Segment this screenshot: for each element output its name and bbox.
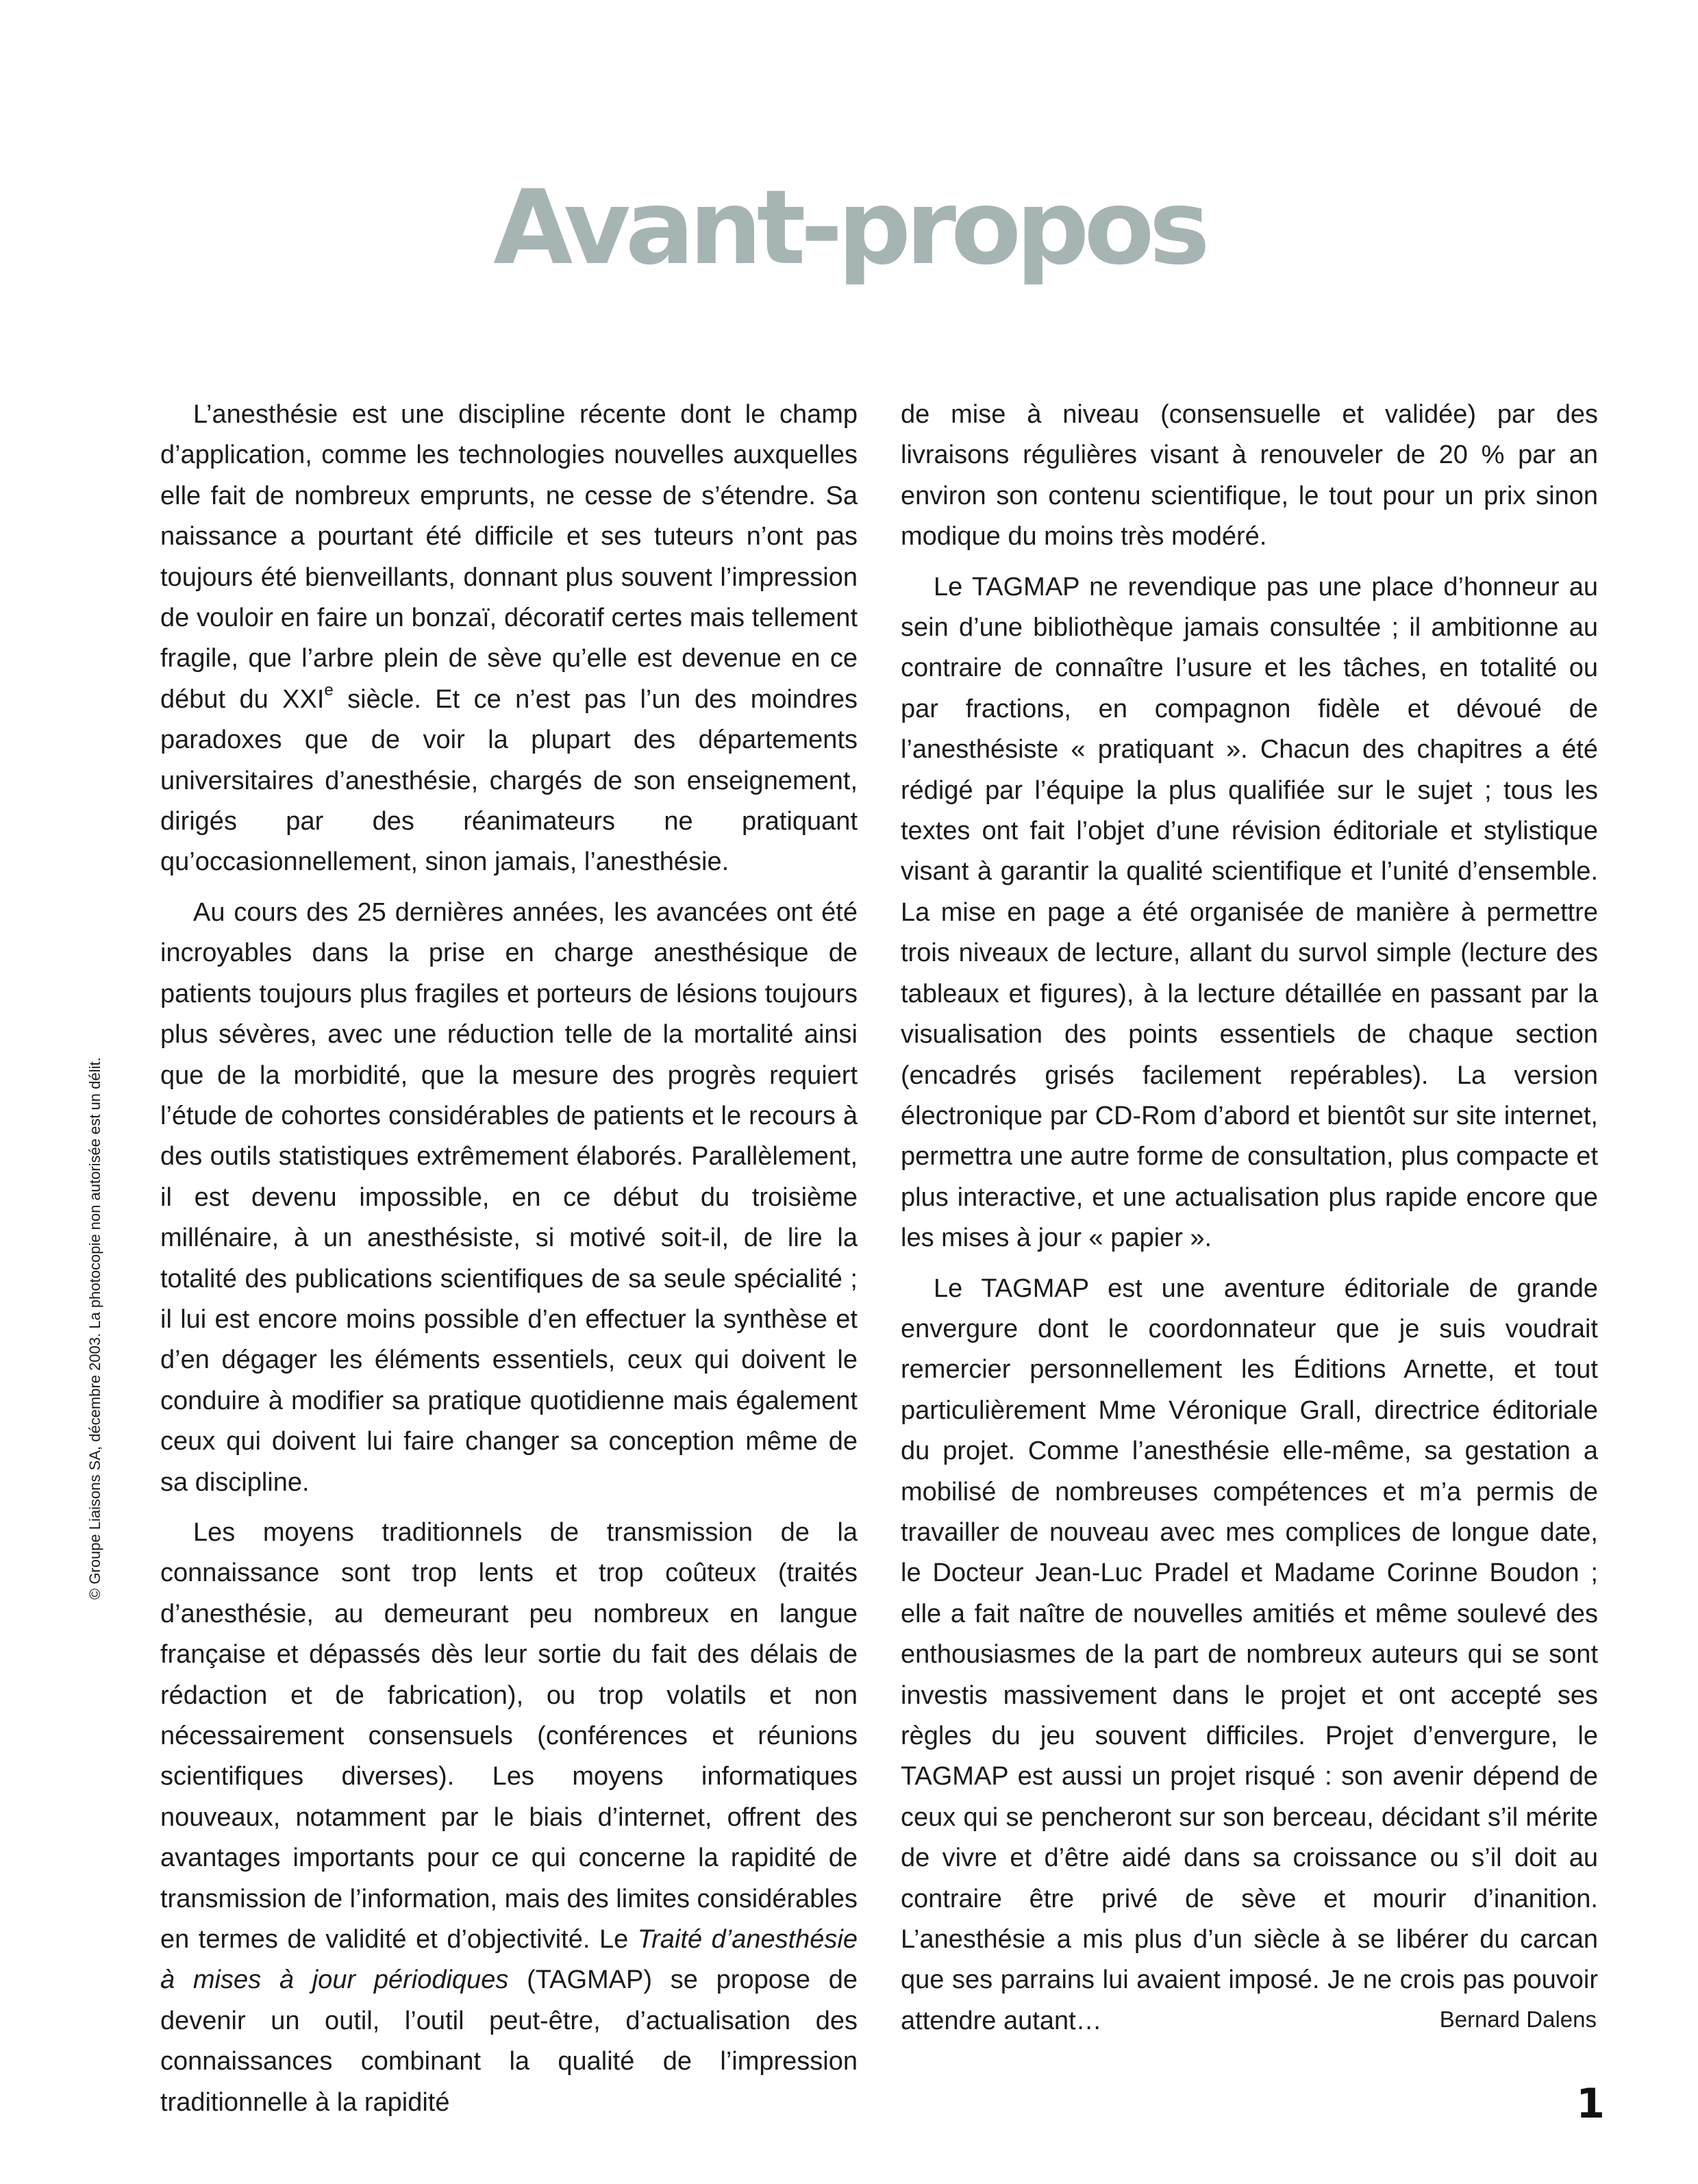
paragraph-4: Le TAGMAP ne revendique pas une place d’honneur au sein d’une bibliothèque jamais consultée ; il ambitionne au contraire de connaître l’usure et les tâches, en totalité ou par fractions, en compagnon fidèle et dévoué de l’anesthésiste « pratiquant ». Chacun des chapitres a été rédigé par l’équipe la plus qualifiée sur le sujet ; tous les textes ont fait l’objet d’une révision éditoriale et stylistique visant à garantir la qualité scientifique et l’unité d’ensemble. La mise en page a été organisée de manière à permettre trois niveaux de lecture, allant du survol simple (lecture des tableaux et figures), à la lecture détaillée en passant par la visualisation des points essentiels de chaque section (encadrés grisés facilement repérables). La version électronique par CD-Rom d’abord et bientôt sur site internet, permettra une autre forme de consultation, plus compacte et plus interactive, et une actualisation plus rapide encore que les mises à jour « papier ». (901, 572, 1598, 1253)
left-column (160, 395, 858, 2123)
page-title: Avant-propos (493, 169, 1205, 288)
paragraph-2: Au cours des 25 dernières années, les avancées ont été incroyables dans la prise en charge anesthésique de patients toujours plus fragiles et porteurs de lésions toujours plus sévères, avec une réduction telle de la mortalité ainsi que de la morbidité, que la mesure des progrès requiert l’étude de cohortes considérables de patients et le recours à des outils statistiques extrêmement élaborés. Parallèlement, il est devenu impossible, en ce début du troisième millénaire, à un anesthésiste, si motivé soit-il, de lire la totalité des publications scientifiques de sa seule spécialité ; il lui est encore moins possible d’en effectuer la synthèse et d’en dégager les éléments essentiels, ceux qui doivent le conduire à modifier sa pratique quotidienne mais également ceux qui doivent lui faire changer sa conception même de sa discipline. (160, 897, 858, 1497)
paragraph-3-text-b: (TAGMAP) se propose de devenir un outil, l’outil peut-être, d’actualisation des connaissances combinant la qualité de l’impression traditionnelle à la rapidité (160, 1965, 858, 2117)
treatise-title-italic: Traité d’anesthésie à mises à jour périodiques (160, 1925, 858, 1995)
page-number: 1 (1576, 2080, 1605, 2128)
author-signature: Bernard Dalens (1439, 2007, 1597, 2032)
copyright-note: © Groupe Liaisons SA, décembre 2003. La photocopie non autorisée est un délit. (86, 1057, 103, 1600)
century-superscript: e (324, 680, 334, 699)
paragraph-1-text-b: siècle. Et ce n’est pas l’un des moindres paradoxes que de voir la plupart des départements universitaires d’anesthésie, chargés de son enseignement, dirigés par des réanimateurs ne pratiquant qu’occasionnellement, sinon jamais, l’anesthésie. (160, 684, 858, 877)
paragraph-3 (160, 1513, 858, 2123)
paragraph-5: Le TAGMAP est une aventure éditoriale de grande envergure dont le coordonnateur que je suis voudrait remercier personnellement les Éditions Arnette, et tout particulièrement Mme Véronique Grall, directrice éditoriale du projet. Comme l’anesthésie elle-même, sa gestation a mobilisé de nombreuses compétences et m’a permis de travailler de nouveau avec mes complices de longue date, le Docteur Jean-Luc Pradel et Madame Corinne Boudon ; elle a fait naître de nouvelles amitiés et même soulevé des enthousiasmes de la part de nombreux auteurs qui se sont investis massivement dans le projet et ont accepté ses règles du jeu souvent difficiles. Projet d’envergure, le TAGMAP est aussi un projet risqué : son avenir dépend de ceux qui se pencheront sur son berceau, décidant s’il mérite de vivre et d’être aidé dans sa croissance ou s’il doit au contraire être privé de sève et mourir d’inanition. L’anesthésie a mis plus d’un siècle à se libérer du carcan que ses parrains lui avaient imposé. Je ne crois pas pouvoir attendre autant… (901, 1274, 1598, 2035)
paragraph-3-text-a: Les moyens traditionnels de transmission de la connaissance sont trop lents et trop coûteux (traités d’anesthésie, au demeurant peu nombreux en langue française et dépassés dès leur sortie du fait des délais de rédaction et de fabrication), ou trop volatils et non nécessairement consensuels (conférences et réunions scientifiques diverses). Les moyens informatiques nouveaux, notamment par le biais d’internet, offrent des avantages importants pour ce qui concerne la rapidité de transmission de l’information, mais des limites considérables en termes de validité et d’objectivité. Le (160, 1517, 858, 1955)
paragraph-3-continued: de mise à niveau (consensuelle et validée) par des livraisons régulières visant à renouveler de 20 % par an environ son contenu scientifique, le tout pour un prix sinon modique du moins très modéré. (901, 400, 1598, 551)
right-column (901, 395, 1598, 2042)
paragraph-1-text-a: L’anesthésie est une discipline récente dont le champ d’application, comme les technologies nouvelles auxquelles elle fait de nombreux emprunts, ne cesse de s’étendre. Sa naissance a pourtant été difficile et ses tuteurs n’ont pas toujours été bienveillants, donnant plus souvent l’impression de vouloir en faire un bonzaï, décoratif certes mais tellement fragile, que l’arbre plein de sève qu’elle est devenue en ce début du XXI (160, 400, 858, 714)
paragraph-1 (160, 395, 858, 883)
